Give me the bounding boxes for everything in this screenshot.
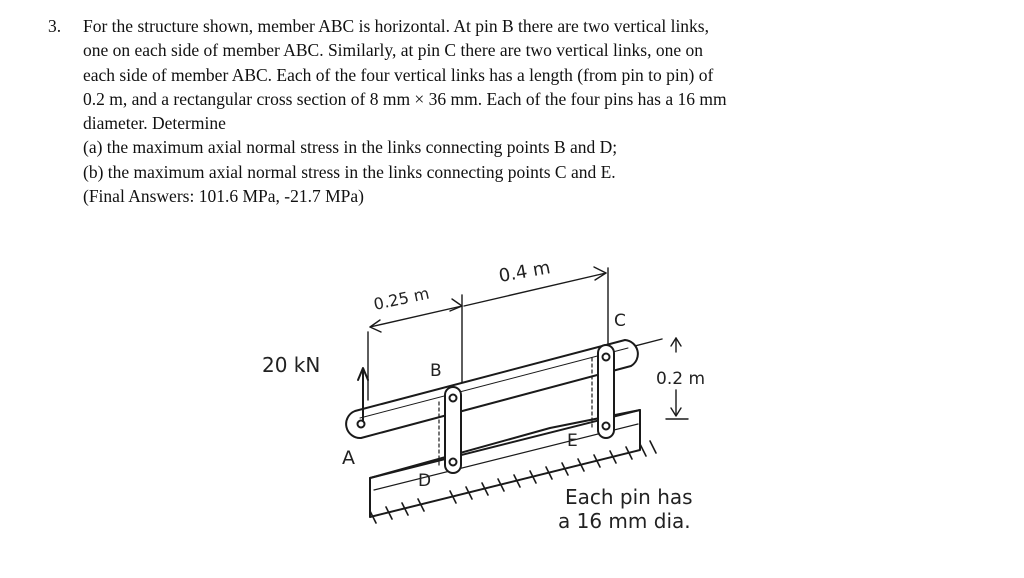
structure-sketch xyxy=(240,240,800,575)
problem-line: (a) the maximum axial normal stress in the links connecting points B and D; xyxy=(83,137,618,158)
problem-line: each side of member ABC. Each of the four vertical links has a length (from pin to pin) of xyxy=(83,64,714,85)
point-e-label: E xyxy=(567,431,578,451)
problem-line: 0.2 m, and a rectangular cross section of 8 mm × 36 mm. Each of the four pins has a 16 mm xyxy=(83,88,727,109)
structure-figure xyxy=(240,240,800,575)
point-b-label: B xyxy=(430,361,442,381)
problem-statement xyxy=(48,14,928,208)
problem-line: (b) the maximum axial normal stress in the links connecting points C and E. xyxy=(83,161,616,182)
point-d-label: D xyxy=(418,471,432,491)
problem-text xyxy=(83,14,928,208)
pin-note-line2: a 16 mm dia. xyxy=(558,509,691,533)
pin-note-line1: Each pin has xyxy=(565,485,693,509)
dim-ab-label: 0.25 m xyxy=(371,283,431,314)
load-label: 20 kN xyxy=(262,353,321,377)
final-answers: (Final Answers: 101.6 MPa, -21.7 MPa) xyxy=(83,186,364,207)
point-c-label: C xyxy=(614,311,626,331)
dim-bc-label: 0.4 m xyxy=(497,257,552,287)
dim-link-label: 0.2 m xyxy=(656,369,705,389)
link-ce xyxy=(598,345,614,438)
problem-line: diameter. Determine xyxy=(83,113,226,134)
problem-line: For the structure shown, member ABC is horizontal. At pin B there are two vertical links, xyxy=(83,16,709,36)
problem-number: 3. xyxy=(48,16,62,36)
link-bd xyxy=(445,387,461,473)
point-a-label: A xyxy=(342,447,355,469)
problem-line: one on each side of member ABC. Similarly, at pin C there are two vertical links, one on xyxy=(83,40,703,61)
